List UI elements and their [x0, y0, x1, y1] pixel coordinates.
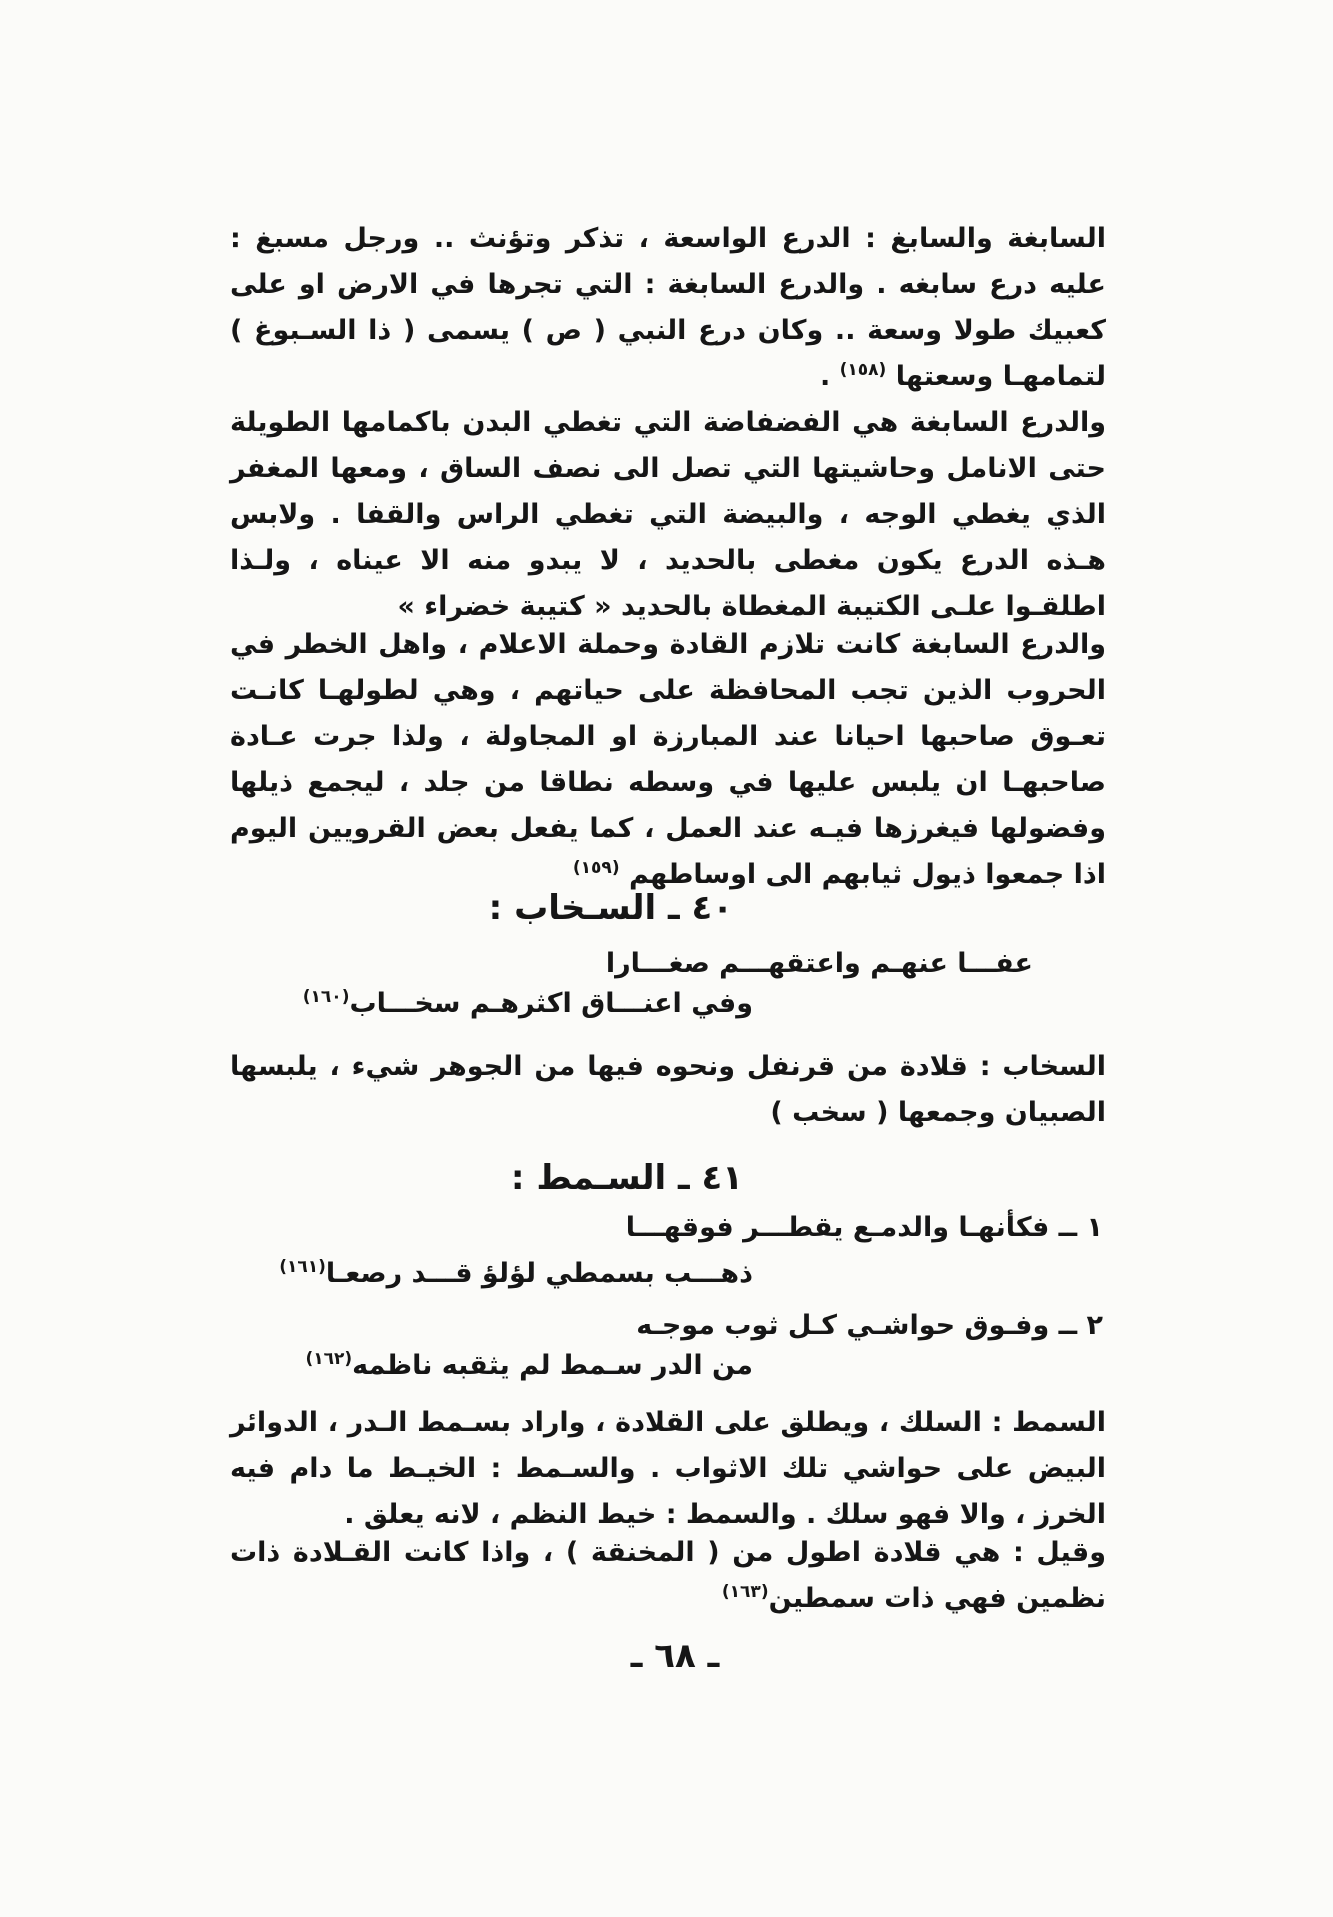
- verse-line: ٢ ــ وفـوق حواشـي كـل ثوب موجـه: [636, 1310, 1103, 1341]
- paragraph-sabigha-usage: [230, 622, 1106, 898]
- paragraph-sikhab-definition: [230, 1044, 1106, 1136]
- verse-text: وفي اعنـــاق اكثرهـم سخـــاب: [349, 988, 753, 1019]
- paragraph-sabigha-definition: [230, 216, 1106, 400]
- page-number: ـ ٦٨ ـ: [630, 1636, 720, 1676]
- verse-line: عفـــا عنهـم واعتقهـــم صغـــارا: [605, 948, 1033, 979]
- section-heading-sikhab: ٤٠ ـ السـخاب :: [488, 888, 733, 928]
- paragraph-text: وقيل : هي قلادة اطول من ( المخنقة ) ، واذا كانت القـلادة ذات نظمين فهي ذات سمطين: [230, 1537, 1106, 1614]
- footnote-ref: (١٦٠): [302, 987, 350, 1007]
- verse-line: [279, 1258, 753, 1289]
- footnote-ref: (١٦١): [279, 1257, 326, 1277]
- verse-line: [303, 988, 753, 1019]
- footnote-ref: (١٥٨): [839, 360, 887, 380]
- footnote-ref: (١٦٢): [305, 1349, 353, 1369]
- verse-text: من الدر سـمط لم يثقبه ناظمه: [352, 1350, 753, 1381]
- paragraph-text: السخاب : قلادة من قرنفل ونحوه فيها من الجوهر شيء ، يلبسها الصبيان وجمعها ( سخب ): [230, 1051, 1106, 1128]
- verse-line: ١ ــ فكأنهـا والدمـع يقطـــر فوقهـــا: [625, 1212, 1103, 1243]
- paragraph-text: السابغة والسابغ : الدرع الواسعة ، تذكر وتؤنث .. ورجل مسبغ : عليه درع سابغه . والدرع السابغة : التي تجرها في الارض او على كعبيك طولا وسعة .. وكان درع النبي ( ص ) يسمى ( ذا السـبوغ ) لتمامهـا وسعتها: [230, 223, 1106, 392]
- paragraph-simt-definition: [230, 1400, 1106, 1538]
- footnote-ref: (١٥٩): [572, 858, 620, 878]
- verse-line: [305, 1350, 753, 1381]
- paragraph-end: .: [819, 361, 840, 392]
- verse-text: ذهـــب بسمطي لؤلؤ قـــد رصعـا: [325, 1258, 753, 1289]
- paragraph-simt-qiladah: [230, 1530, 1106, 1622]
- footnote-ref: (١٦٣): [721, 1582, 769, 1602]
- paragraph-sabigha-description: [230, 400, 1106, 630]
- paragraph-text: والدرع السابغة هي الفضفاضة التي تغطي البدن باكمامها الطويلة حتى الانامل وحاشيتها التي تصل الى نصف الساق ، ومعها المغفر الذي يغطي الوجه ، والبيضة التي تغطي الراس والقفا . ولابس هـذه الدرع يكون مغطى بالحديد ، لا يبدو منه الا عيناه ، ولـذا اطلقـوا علـى الكتيبة المغطاة بالحديد « كتيبة خضراء »: [230, 407, 1106, 622]
- section-heading-simt: ٤١ ـ السـمط :: [510, 1158, 743, 1198]
- paragraph-text: السمط : السلك ، ويطلق على القلادة ، واراد بسـمط الـدر ، الدوائر البيض على حواشي تلك الاثواب . والسـمط : الخيـط ما دام فيه الخرز ، والا فهو سلك . والسمط : خيط النظم ، لانه يعلق .: [230, 1407, 1106, 1530]
- paragraph-text: والدرع السابغة كانت تلازم القادة وحملة الاعلام ، واهل الخطر في الحروب الذين تجب المحافظة على حياتهم ، وهي لطولهـا كانـت تعـوق صاحبها احيانا عند المبارزة او المجاولة ، ولذا جرت عـادة صاحبهـا ان يلبس عليها في وسطه نطاقا من جلد ، ليجمع ذيلها وفضولها فيغرزها فيـه عند العمل ، كما يفعل بعض القرويين اليوم اذا جمعوا ذيول ثيابهم الى اوساطهم: [230, 629, 1106, 890]
